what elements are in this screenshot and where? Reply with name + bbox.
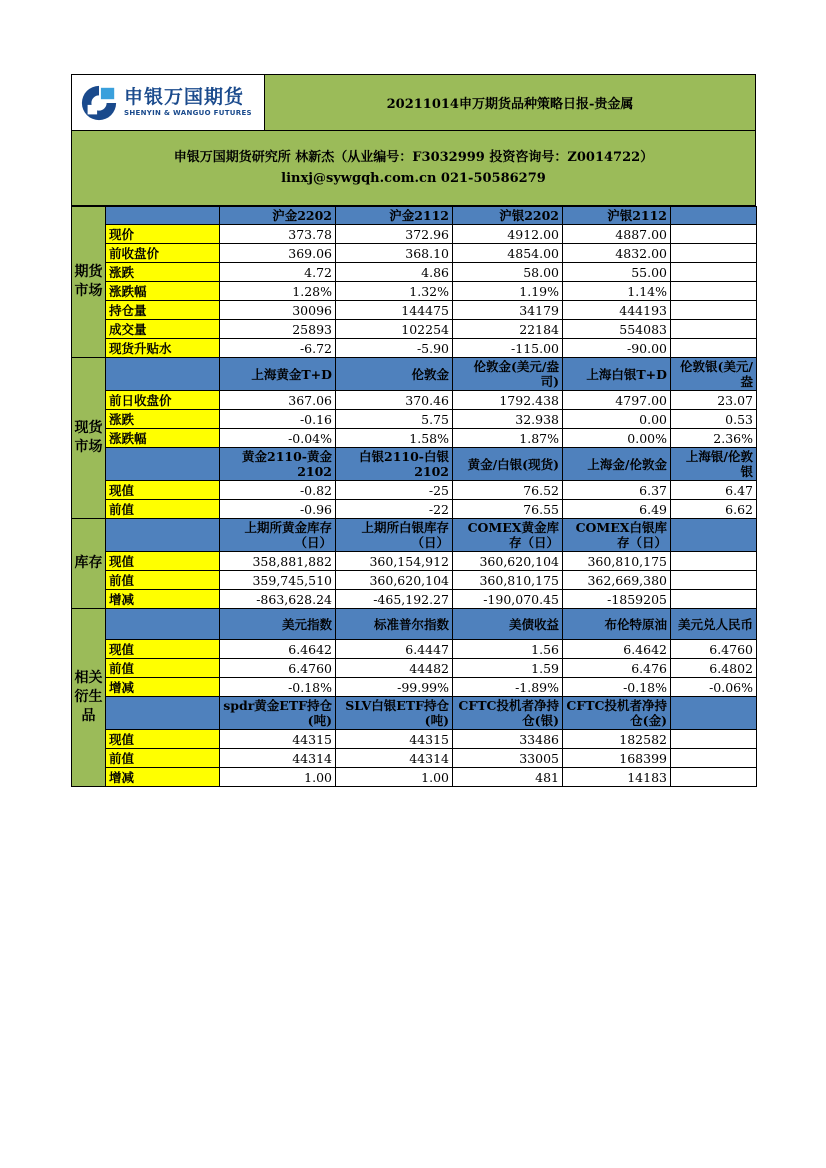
table-cell xyxy=(671,768,757,787)
table-cell: -1.89% xyxy=(453,678,563,697)
table-cell: 58.00 xyxy=(453,263,563,282)
table-cell: 44314 xyxy=(336,749,453,768)
row-label: 涨跌幅 xyxy=(106,429,220,448)
row-label: 增减 xyxy=(106,768,220,787)
table-cell: 34179 xyxy=(453,301,563,320)
table-cell: 22184 xyxy=(453,320,563,339)
header-row xyxy=(72,609,757,640)
table-cell: 33005 xyxy=(453,749,563,768)
table-cell: 4832.00 xyxy=(563,244,671,263)
table-row xyxy=(72,410,757,429)
table-cell: 6.47 xyxy=(671,481,757,500)
row-label: 前日收盘价 xyxy=(106,391,220,410)
column-header: 上海黄金T+D xyxy=(220,358,336,391)
table-row xyxy=(72,552,757,571)
column-header: COMEX白银库存（日） xyxy=(563,519,671,552)
table-cell xyxy=(671,263,757,282)
column-header: spdr黄金ETF持仓(吨) xyxy=(220,697,336,730)
row-label: 前值 xyxy=(106,571,220,590)
table-cell: 368.10 xyxy=(336,244,453,263)
column-header: 上期所黄金库存（日） xyxy=(220,519,336,552)
column-header: 伦敦银(美元/盎 xyxy=(671,358,757,391)
table-row xyxy=(72,320,757,339)
table-cell xyxy=(671,749,757,768)
table-cell xyxy=(671,282,757,301)
row-label: 现货升贴水 xyxy=(106,339,220,358)
table-cell: 0.00 xyxy=(563,410,671,429)
table-cell: 359,745,510 xyxy=(220,571,336,590)
table-cell xyxy=(671,301,757,320)
table-row xyxy=(72,768,757,787)
table-cell xyxy=(671,730,757,749)
table-row xyxy=(72,678,757,697)
table-cell: 360,154,912 xyxy=(336,552,453,571)
table-row xyxy=(72,590,757,609)
table-cell: -6.72 xyxy=(220,339,336,358)
table-cell: 55.00 xyxy=(563,263,671,282)
table-cell: 4912.00 xyxy=(453,225,563,244)
table-cell: 168399 xyxy=(563,749,671,768)
table-cell: 182582 xyxy=(563,730,671,749)
table-cell: -0.06% xyxy=(671,678,757,697)
row-label: 现价 xyxy=(106,225,220,244)
column-header: 上期所白银库存（日） xyxy=(336,519,453,552)
table-cell: 372.96 xyxy=(336,225,453,244)
table-cell: 5.75 xyxy=(336,410,453,429)
column-header: 美债收益 xyxy=(453,609,563,640)
table-cell: -0.18% xyxy=(563,678,671,697)
table-row xyxy=(72,429,757,448)
section-label: 相关衍生品 xyxy=(72,609,106,787)
table-cell: 1.00 xyxy=(220,768,336,787)
header-blank-cell xyxy=(106,697,220,730)
table-cell: 4887.00 xyxy=(563,225,671,244)
table-cell: -90.00 xyxy=(563,339,671,358)
header-blank-cell xyxy=(106,448,220,481)
table-cell: 4.72 xyxy=(220,263,336,282)
table-cell: 554083 xyxy=(563,320,671,339)
table-row xyxy=(72,339,757,358)
table-row xyxy=(72,659,757,678)
table-cell: 0.53 xyxy=(671,410,757,429)
table-cell: 367.06 xyxy=(220,391,336,410)
table-cell: -0.04% xyxy=(220,429,336,448)
table-row xyxy=(72,640,757,659)
header-row xyxy=(72,519,757,552)
table-cell: 33486 xyxy=(453,730,563,749)
table-cell: 360,620,104 xyxy=(453,552,563,571)
table-cell: 4854.00 xyxy=(453,244,563,263)
column-header: 沪银2112 xyxy=(563,207,671,225)
author-line: 申银万国期货研究所 林新杰（从业编号：F3032999 投资咨询号：Z0014722） xyxy=(173,150,654,165)
table-cell: 30096 xyxy=(220,301,336,320)
table-cell: 358,881,882 xyxy=(220,552,336,571)
contact-line: linxj@sywgqh.com.cn 021-50586279 xyxy=(281,171,546,186)
header-blank-cell xyxy=(106,207,220,225)
row-label: 前值 xyxy=(106,749,220,768)
table-cell: -465,192.27 xyxy=(336,590,453,609)
table-cell: 4.86 xyxy=(336,263,453,282)
table-row xyxy=(72,571,757,590)
header-row xyxy=(72,697,757,730)
column-header xyxy=(671,207,757,225)
table-cell: 1.87% xyxy=(453,429,563,448)
table-cell: 360,810,175 xyxy=(563,552,671,571)
table-cell: 25893 xyxy=(220,320,336,339)
header-blank-cell xyxy=(106,609,220,640)
table-row xyxy=(72,500,757,519)
table-cell xyxy=(671,571,757,590)
table-cell: 102254 xyxy=(336,320,453,339)
table-cell: 6.49 xyxy=(563,500,671,519)
table-cell: 6.62 xyxy=(671,500,757,519)
column-header xyxy=(671,697,757,730)
row-label: 现值 xyxy=(106,552,220,571)
table-cell: 23.07 xyxy=(671,391,757,410)
logo-icon xyxy=(80,84,118,122)
table-cell: 1.59 xyxy=(453,659,563,678)
table-row xyxy=(72,282,757,301)
column-header: 沪金2202 xyxy=(220,207,336,225)
column-header: 布伦特原油 xyxy=(563,609,671,640)
column-header: COMEX黄金库存（日） xyxy=(453,519,563,552)
column-header: 沪金2112 xyxy=(336,207,453,225)
table-cell: 44315 xyxy=(336,730,453,749)
table-row xyxy=(72,263,757,282)
table-cell: 6.37 xyxy=(563,481,671,500)
column-header: 白银2110-白银2102 xyxy=(336,448,453,481)
section-label: 库存 xyxy=(72,519,106,609)
row-label: 现值 xyxy=(106,730,220,749)
table-row xyxy=(72,244,757,263)
table-cell: 76.55 xyxy=(453,500,563,519)
column-header: 美元兑人民币 xyxy=(671,609,757,640)
table-cell: -1859205 xyxy=(563,590,671,609)
row-label: 涨跌 xyxy=(106,263,220,282)
report-sheet xyxy=(71,74,756,787)
logo-english-name: SHENYIN & WANGUO FUTURES xyxy=(124,109,252,117)
table-cell: -863,628.24 xyxy=(220,590,336,609)
column-header: 黄金2110-黄金2102 xyxy=(220,448,336,481)
table-cell: -0.16 xyxy=(220,410,336,429)
table-cell xyxy=(671,590,757,609)
column-header: 伦敦金 xyxy=(336,358,453,391)
table-cell: 362,669,380 xyxy=(563,571,671,590)
table-cell: 44482 xyxy=(336,659,453,678)
column-header: 标准普尔指数 xyxy=(336,609,453,640)
column-header: 黄金/白银(现货) xyxy=(453,448,563,481)
column-header: CFTC投机者净持仓(金) xyxy=(563,697,671,730)
table-cell: 6.476 xyxy=(563,659,671,678)
table-cell: 44314 xyxy=(220,749,336,768)
logo-chinese-name: 申银万国期货 xyxy=(124,86,245,108)
table-cell: 360,810,175 xyxy=(453,571,563,590)
table-cell: -99.99% xyxy=(336,678,453,697)
table-cell: 444193 xyxy=(563,301,671,320)
column-header: 上海白银T+D xyxy=(563,358,671,391)
table-cell: 1.19% xyxy=(453,282,563,301)
table-cell: -0.96 xyxy=(220,500,336,519)
row-label: 前收盘价 xyxy=(106,244,220,263)
table-cell: 1792.438 xyxy=(453,391,563,410)
row-label: 持仓量 xyxy=(106,301,220,320)
table-cell: 14183 xyxy=(563,768,671,787)
column-header: SLV白银ETF持仓(吨) xyxy=(336,697,453,730)
table-cell: 481 xyxy=(453,768,563,787)
table-cell: 6.4802 xyxy=(671,659,757,678)
table-cell: -0.82 xyxy=(220,481,336,500)
table-row xyxy=(72,749,757,768)
column-header: 上海银/伦敦银 xyxy=(671,448,757,481)
table-cell: 0.00% xyxy=(563,429,671,448)
section-label: 现货市场 xyxy=(72,358,106,519)
table-cell xyxy=(671,225,757,244)
row-label: 前值 xyxy=(106,659,220,678)
report-title: 20211014申万期货品种策略日报-贵金属 xyxy=(265,75,755,130)
table-cell: 6.4760 xyxy=(220,659,336,678)
row-label: 成交量 xyxy=(106,320,220,339)
header-row xyxy=(72,448,757,481)
table-cell: 373.78 xyxy=(220,225,336,244)
header-row xyxy=(72,207,757,225)
table-cell xyxy=(671,339,757,358)
table-cell: 6.4447 xyxy=(336,640,453,659)
table-cell: -22 xyxy=(336,500,453,519)
table-cell: 144475 xyxy=(336,301,453,320)
header-blank-cell xyxy=(106,519,220,552)
table-row xyxy=(72,225,757,244)
table-cell: -5.90 xyxy=(336,339,453,358)
company-logo xyxy=(72,75,265,130)
column-header xyxy=(671,519,757,552)
table-cell: -115.00 xyxy=(453,339,563,358)
table-cell: -0.18% xyxy=(220,678,336,697)
table-row xyxy=(72,730,757,749)
table-cell: 1.58% xyxy=(336,429,453,448)
table-cell: 1.00 xyxy=(336,768,453,787)
table-cell: 4797.00 xyxy=(563,391,671,410)
column-header: CFTC投机者净持仓(银) xyxy=(453,697,563,730)
header-blank-cell xyxy=(106,358,220,391)
table-row xyxy=(72,301,757,320)
column-header: 美元指数 xyxy=(220,609,336,640)
table-row xyxy=(72,391,757,410)
row-label: 前值 xyxy=(106,500,220,519)
author-info xyxy=(71,131,756,206)
table-cell: 44315 xyxy=(220,730,336,749)
table-cell: 32.938 xyxy=(453,410,563,429)
table-cell: 360,620,104 xyxy=(336,571,453,590)
table-cell: 369.06 xyxy=(220,244,336,263)
table-cell xyxy=(671,244,757,263)
table-cell: 76.52 xyxy=(453,481,563,500)
table-cell: 370.46 xyxy=(336,391,453,410)
table-cell: 6.4642 xyxy=(220,640,336,659)
table-cell: 1.14% xyxy=(563,282,671,301)
table-cell: -190,070.45 xyxy=(453,590,563,609)
table-row xyxy=(72,481,757,500)
header-row xyxy=(72,358,757,391)
data-table xyxy=(71,206,757,787)
table-cell xyxy=(671,320,757,339)
row-label: 涨跌幅 xyxy=(106,282,220,301)
section-label: 期货市场 xyxy=(72,207,106,358)
table-cell: 2.36% xyxy=(671,429,757,448)
table-cell: 1.28% xyxy=(220,282,336,301)
column-header: 伦敦金(美元/盎司) xyxy=(453,358,563,391)
table-cell: 1.56 xyxy=(453,640,563,659)
table-cell: 6.4760 xyxy=(671,640,757,659)
column-header: 上海金/伦敦金 xyxy=(563,448,671,481)
table-cell xyxy=(671,552,757,571)
row-label: 涨跌 xyxy=(106,410,220,429)
table-cell: 6.4642 xyxy=(563,640,671,659)
table-cell: -25 xyxy=(336,481,453,500)
row-label: 现值 xyxy=(106,640,220,659)
row-label: 增减 xyxy=(106,590,220,609)
report-header xyxy=(71,74,756,131)
table-cell: 1.32% xyxy=(336,282,453,301)
row-label: 增减 xyxy=(106,678,220,697)
row-label: 现值 xyxy=(106,481,220,500)
column-header: 沪银2202 xyxy=(453,207,563,225)
